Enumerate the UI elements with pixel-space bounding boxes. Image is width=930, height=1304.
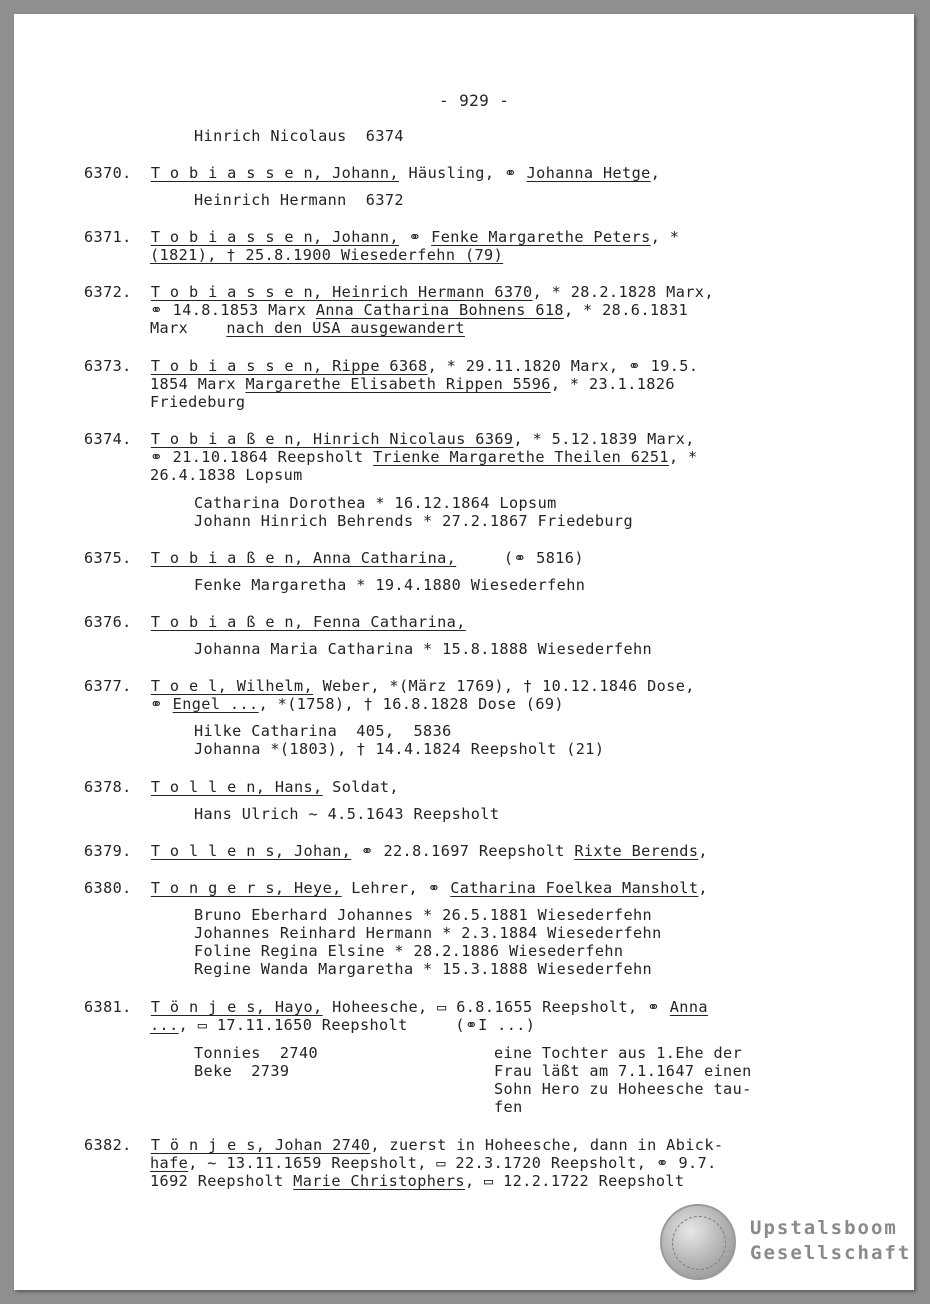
entry-6373-line2 xyxy=(150,375,675,393)
entry-text: , xyxy=(650,164,661,182)
entry-6381-note4: fen xyxy=(494,1098,523,1116)
entry-6382-line1 xyxy=(84,1136,723,1154)
spouse-name: Johanna Hetge xyxy=(526,164,651,182)
entry-6373-line3: Friedeburg xyxy=(150,393,246,411)
entry-text: hafe xyxy=(150,1154,189,1172)
entry-text: Soldat, xyxy=(322,778,399,796)
entry-number: 6375. xyxy=(84,549,132,567)
entry-6379-line1 xyxy=(84,842,708,860)
entry-6382-line2 xyxy=(150,1154,717,1172)
entry-6377-child1: Hilke Catharina 405, 5836 xyxy=(194,722,452,740)
person-name: T o b i a s s e n, Rippe 6368 xyxy=(150,357,428,375)
entry-6371-line1 xyxy=(84,228,679,246)
entry-6380-child3: Foline Regina Elsine * 28.2.1886 Wiesederfehn xyxy=(194,942,624,960)
person-name: T o n g e r s, Heye, xyxy=(150,879,342,897)
marriage-symbol: ⚭ xyxy=(150,695,173,713)
entry-text: , * 23.1.1826 xyxy=(550,375,675,393)
entry-text: , xyxy=(698,879,708,897)
entry-6381-child1: Tonnies 2740 xyxy=(194,1044,319,1062)
entry-6377-child2: Johanna *(1803), † 14.4.1824 Reepsholt (21) xyxy=(194,740,605,758)
entry-6374-line1 xyxy=(84,430,695,448)
person-name: T o l l e n, Hans, xyxy=(150,778,323,796)
entry-6380-child2: Johannes Reinhard Hermann * 2.3.1884 Wiesederfehn xyxy=(194,924,662,942)
person-name: T o e l, Wilhelm, xyxy=(150,677,314,695)
person-name: T o b i a ß e n, Fenna Catharina, xyxy=(150,613,466,631)
person-name: T o b i a s s e n, Johann, xyxy=(150,164,399,182)
spouse-name: Anna xyxy=(669,998,708,1016)
spouse-name: Rixte Berends xyxy=(574,842,699,860)
entry-6378-line1 xyxy=(84,778,399,796)
entry-6374-child1: Catharina Dorothea * 16.12.1864 Lopsum xyxy=(194,494,557,512)
entry-text: , ▭ 12.2.1722 Reepsholt xyxy=(464,1172,685,1190)
entry-text: ⚭ 14.8.1853 Marx xyxy=(150,301,316,319)
entry-text: nach den USA ausgewandert xyxy=(226,319,465,337)
entry-number: 6380. xyxy=(84,879,132,897)
person-name: T ö n j e s, Hayo, xyxy=(150,998,323,1016)
entry-6380-child1: Bruno Eberhard Johannes * 26.5.1881 Wiesederfehn xyxy=(194,906,653,924)
entry-6372-line3 xyxy=(150,319,465,337)
person-name: T o b i a ß e n, Anna Catharina, xyxy=(150,549,457,567)
entry-text: Marx xyxy=(150,319,227,337)
entry-6381-note1: eine Tochter aus 1.Ehe der xyxy=(494,1044,743,1062)
entry-6373-line1 xyxy=(84,357,698,375)
entry-6381-line1 xyxy=(84,998,708,1016)
entry-number: 6373. xyxy=(84,357,132,375)
spouse-name: Catharina Foelkea Mansholt xyxy=(450,879,699,897)
person-name: T o b i a s s e n, Johann, xyxy=(150,228,399,246)
entry-6376-child: Johanna Maria Catharina * 15.8.1888 Wiesederfehn xyxy=(194,640,653,658)
entry-text: , * 28.6.1831 xyxy=(563,301,689,319)
spouse-name: ... xyxy=(150,1016,179,1034)
page-number: - 929 - xyxy=(439,91,510,110)
entry-6380-child4: Regine Wanda Margaretha * 15.3.1888 Wiesederfehn xyxy=(194,960,653,978)
entry-6374-line2 xyxy=(150,448,698,466)
entry-text: Weber, *(März 1769), † 10.12.1846 Dose, xyxy=(313,677,695,695)
spouse-name: Marie Christophers xyxy=(293,1172,465,1190)
entry-6370-line1 xyxy=(84,164,660,182)
entry-6380-line1 xyxy=(84,879,708,897)
entry-text: 1692 Reepsholt xyxy=(150,1172,294,1190)
entry-text: , * 29.11.1820 Marx, ⚭ 19.5. xyxy=(427,357,699,375)
entry-text: 1854 Marx xyxy=(150,375,246,393)
entry-text: , * xyxy=(668,448,698,466)
spouse-name: Margarethe Elisabeth Rippen 5596 xyxy=(245,375,551,393)
entry-6375-line1 xyxy=(84,549,584,567)
person-name: T ö n j e s, Johan 2740 xyxy=(150,1136,371,1154)
entry-number: 6381. xyxy=(84,998,132,1016)
entry-text: Häusling, xyxy=(398,164,504,182)
entry-6378-child: Hans Ulrich ~ 4.5.1643 Reepsholt xyxy=(194,805,500,823)
entry-text: (1821), † 25.8.1900 Wiesederfehn (79) xyxy=(150,246,504,264)
marriage-symbol: ⚭ xyxy=(503,164,518,182)
entry-text: Lehrer, ⚭ xyxy=(341,879,451,897)
intro-line: Hinrich Nicolaus 6374 xyxy=(194,127,404,145)
entry-text: , xyxy=(698,842,708,860)
entry-6374-child2: Johann Hinrich Behrends * 27.2.1867 Friedeburg xyxy=(194,512,634,530)
entry-text: , ▭ 17.11.1650 Reepsholt (⚭I ...) xyxy=(178,1016,536,1034)
entry-6372-line1 xyxy=(84,283,714,301)
spouse-name: Fenke Margarethe Peters xyxy=(431,228,651,246)
entry-number: 6371. xyxy=(84,228,132,246)
entry-text: , *(1758), † 16.8.1828 Dose (69) xyxy=(258,695,564,713)
entry-6374-line3: 26.4.1838 Lopsum xyxy=(150,466,303,484)
entry-text: , * xyxy=(650,228,680,246)
entry-text: ⚭ 21.10.1864 Reepsholt xyxy=(150,448,374,466)
entry-text: , * 28.2.1828 Marx, xyxy=(532,283,714,301)
entry-6376-line1 xyxy=(84,613,466,631)
organization-name-line2: Gesellschaft xyxy=(750,1242,912,1264)
seal-ring xyxy=(672,1216,726,1270)
entry-6381-note2: Frau läßt am 7.1.1647 einen xyxy=(494,1062,752,1080)
person-name: T o l l e n s, Johan, xyxy=(150,842,352,860)
entry-6382-line3 xyxy=(150,1172,684,1190)
entry-text: (⚭ 5816) xyxy=(456,549,584,567)
person-name: T o b i a s s e n, Heinrich Hermann 6370 xyxy=(150,283,533,301)
entry-text: ⚭ xyxy=(398,228,432,246)
entry-number: 6372. xyxy=(84,283,132,301)
entry-6372-line2 xyxy=(150,301,688,319)
entry-number: 6378. xyxy=(84,778,132,796)
person-name: T o b i a ß e n, Hinrich Nicolaus 6369 xyxy=(150,430,514,448)
entry-6381-line2 xyxy=(150,1016,535,1034)
entry-number: 6379. xyxy=(84,842,132,860)
entry-6377-line1 xyxy=(84,677,695,695)
entry-6370-child: Heinrich Hermann 6372 xyxy=(194,191,404,209)
organization-name-line1: Upstalsboom xyxy=(750,1217,898,1239)
entry-6381-child2: Beke 2739 xyxy=(194,1062,290,1080)
entry-number: 6382. xyxy=(84,1136,132,1154)
entry-number: 6376. xyxy=(84,613,132,631)
entry-text: , * 5.12.1839 Marx, xyxy=(513,430,695,448)
entry-number: 6370. xyxy=(84,164,132,182)
entry-text: ⚭ 22.8.1697 Reepsholt xyxy=(351,842,575,860)
entry-6381-note3: Sohn Hero zu Hoheesche tau- xyxy=(494,1080,752,1098)
entry-6377-line2 xyxy=(150,695,564,713)
entry-6375-child: Fenke Margaretha * 19.4.1880 Wiesederfehn xyxy=(194,576,586,594)
spouse-name: Trienke Margarethe Theilen 6251 xyxy=(373,448,669,466)
entry-text: , ~ 13.11.1659 Reepsholt, ▭ 22.3.1720 Reepsholt, ⚭ 9.7. xyxy=(188,1154,717,1172)
entry-number: 6374. xyxy=(84,430,132,448)
document-page xyxy=(14,14,914,1290)
entry-6371-line2 xyxy=(150,246,503,264)
spouse-name: Anna Catharina Bohnens 618 xyxy=(315,301,564,319)
seal-icon xyxy=(660,1204,736,1280)
entry-text: , zuerst in Hoheesche, dann in Abick- xyxy=(370,1136,724,1154)
entry-text: Hoheesche, ▭ 6.8.1655 Reepsholt, ⚭ xyxy=(322,998,670,1016)
entry-number: 6377. xyxy=(84,677,132,695)
spouse-name: Engel ... xyxy=(172,695,259,713)
